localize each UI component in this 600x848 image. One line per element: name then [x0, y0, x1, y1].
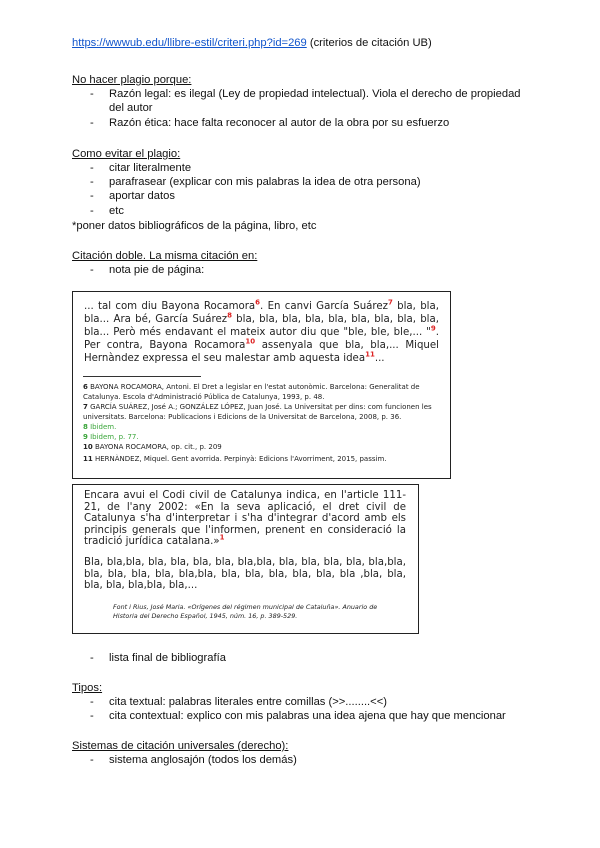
bullet-dash: -	[90, 710, 94, 722]
footnote-separator	[83, 376, 201, 377]
plagio-item-1: Razón legal: es ilegal (Ley de propiedad intelectual). Viola el derecho de propiedad del autor	[109, 88, 521, 114]
plagio-heading: No hacer plagio porque:	[72, 74, 192, 86]
tipos-item-2: cita contextual: explico con mis palabras una idea ajena que hay que mencionar	[109, 710, 506, 722]
example2-footnote: Font i Rius, José Maria. «Orígenes del régimen municipal de Cataluña». Anuario de Historia del Derecho Español, 1945, núm. 16, p. 389-529.	[113, 603, 378, 620]
criteria-link-note: (criterios de citación UB)	[306, 37, 432, 49]
bullet-dash: -	[90, 205, 94, 217]
evitar-heading: Como evitar el plagio:	[72, 148, 181, 160]
plagio-item-2: Razón ética: hace falta reconocer al autor de la obra por su esfuerzo	[109, 117, 450, 129]
doble-item-2: lista final de bibliografía	[109, 652, 226, 664]
footnote-6: 6 BAYONA ROCAMORA, Antoni. El Dret a legislar en l'estat autonòmic. Barcelona: Generalitat de Catalunya. Escola d'Administració Pública de Catalunya, 1993, p. 48.	[83, 383, 420, 401]
footnote-7: 7 GARCÍA SUÁREZ, José A.; GONZÁLEZ LÓPEZ, Juan José. La Universitat per dins: com funcionen les universitats. Barcelona: Publicacions i Edicions de la Universitat de Barcelona, 2008, p. 36.	[83, 403, 432, 421]
source-line	[72, 36, 432, 50]
tipos-heading: Tipos:	[72, 682, 103, 694]
bullet-dash: -	[90, 190, 94, 202]
bullet-dash: -	[90, 176, 94, 188]
footnote-11: 11 HERNÀNDEZ, Miquel. Gent avorrida. Perpinyà: Edicions l'Avorriment, 2015, passim.	[83, 455, 387, 463]
example2-quote: Encara avui el Codi civil de Catalunya indica, en l'article 111-21, de l'any 2002: «En la seva aplicació, el dret civil de Catalunya s'ha d'interpretar i s'ha d'integrar d'acord amb els principis generals que l'informen, prenent en consideració la tradició jurídica catalana.»$^1$	[84, 490, 406, 548]
evitar-item-4: etc	[109, 205, 124, 217]
sistemas-item-1: sistema anglosajón (todos los demás)	[109, 754, 297, 766]
bullet-dash: -	[90, 88, 94, 100]
footnote-9: 9 Ibidem, p. 77.	[83, 433, 139, 441]
evitar-item-3: aportar datos	[109, 190, 175, 202]
tipos-item-1: cita textual: palabras literales entre comillas (>>........<<)	[109, 696, 387, 708]
example2-bla: Bla, bla,bla, bla, bla, bla, bla, bla,bla, bla, bla, bla, bla, bla,bla, bla, bla, bla, bla, bla,bla, bla, bla, bla, bla, bla, bla ,bla, bla, bla, bla, bla,bla, bla,...	[84, 557, 406, 592]
evitar-item-1: citar literalmente	[109, 162, 192, 174]
bullet-dash: -	[90, 754, 94, 766]
evitar-note: *poner datos bibliográficos de la página, libro, etc	[72, 220, 317, 232]
footnote-example-image	[72, 291, 451, 479]
footnote-10: 10 BAYONA ROCAMORA, op. cit., p. 209	[83, 443, 222, 451]
bullet-dash: -	[90, 162, 94, 174]
sistemas-heading: Sistemas de citación universales (derecho):	[72, 740, 289, 752]
criteria-link[interactable]: https://wwwub.edu/llibre-estil/criteri.php?id=269	[72, 37, 307, 49]
bullet-dash: -	[90, 117, 94, 129]
bullet-dash: -	[90, 696, 94, 708]
doble-item-1: nota pie de página:	[109, 264, 205, 276]
bullet-dash: -	[90, 264, 94, 276]
quotation-example-image	[72, 484, 419, 634]
evitar-item-2: parafrasear (explicar con mis palabras la idea de otra persona)	[109, 176, 421, 188]
example1-paragraph: ... tal com diu Bayona Rocamora$^6$. En canvi García Suárez$^7$ bla, bla, bla... Ara bé, García Suárez$^8$ bla, bla, bla, bla, bla, bla, bla, bla, bla, bla... Però més endavant el mateix autor diu que "ble, ble, ble,... "$^9$. Per contra, Bayona Rocamora$^{10}$ assenyala que bla, bla,... Miquel Hernàndez expressa el seu malestar amb aquesta idea$^{11}$...	[84, 298, 439, 364]
footnote-8: 8 Ibidem.	[83, 423, 117, 431]
doble-heading: Citación doble. La misma citación en:	[72, 250, 258, 262]
bullet-dash: -	[90, 652, 94, 664]
